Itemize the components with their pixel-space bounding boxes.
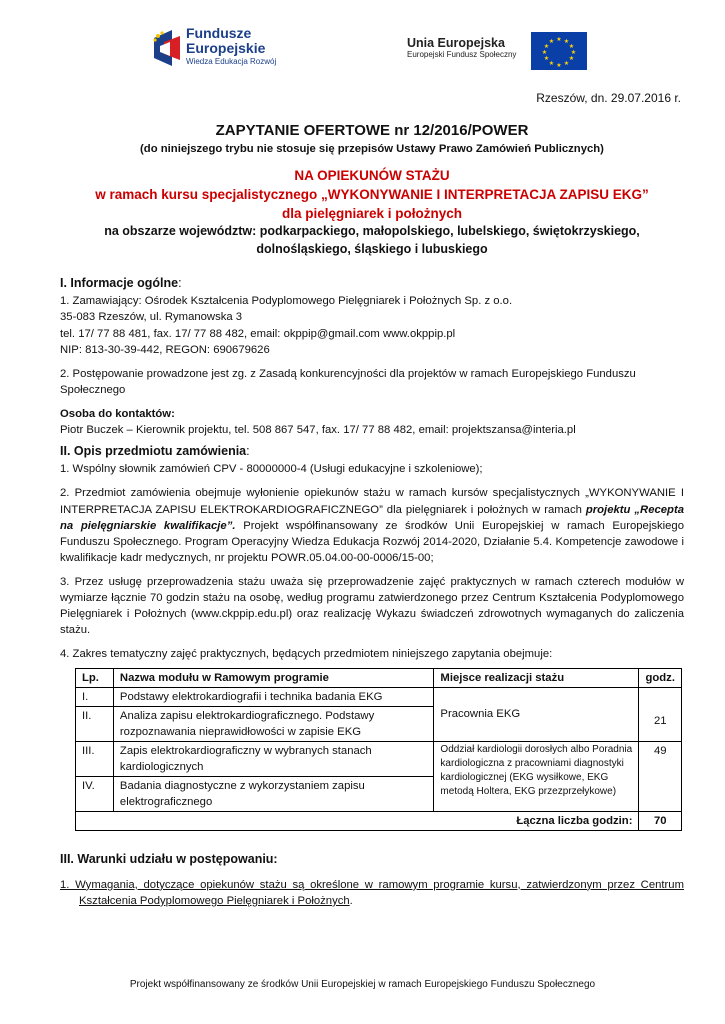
requirements-dot: . [349, 894, 353, 907]
document-title: ZAPYTANIE OFERTOWE nr 12/2016/POWER [215, 122, 529, 139]
svg-text:★: ★ [570, 49, 577, 56]
svg-text:★: ★ [568, 43, 575, 50]
total-label: Łączna liczba godzin: [76, 812, 639, 831]
page-footer: Projekt współfinansowany ze środków Unii Europejskiej w ramach Europejskiego Funduszu Społecznego [129, 979, 596, 990]
document-subtitle: (do niniejszego trybu nie stosuje się przepisów Ustawy Prawo Zamówień Publicznych) [140, 143, 604, 156]
row-lp: III. [76, 741, 114, 776]
page-header [0, 0, 725, 90]
ue-logo-text [407, 36, 516, 60]
document-body [60, 120, 684, 909]
row-module-name: Analiza zapisu elektrokardiograficznego. Podstawy rozpoznawania nieprawidłowości w zapisie EKG [113, 706, 434, 741]
subject-point [60, 485, 684, 565]
fe-logo-line1: Fundusze [186, 25, 252, 41]
section-2-heading [60, 443, 684, 461]
red-title-line-3: dla pielęgniarek i położnych [281, 205, 463, 221]
scope-point: 4. Zakres tematyczny zajęć praktycznych, będących przedmiotem niniejszego zapytania obejmuje: [60, 647, 553, 660]
subject-point-text-a: 2. Przedmiot zamówienia obejmuje wyłonienie opiekunów stażu w ramach kursów specjalistycznych „WYKONYWANIE I INTERPRETACJA ZAPISU ELEKTROKARDIOGRAFICZNEGO” dla pielęgniarek i położnych w ramach [60, 487, 684, 516]
section-1-heading-text: I. Informacje ogólne [60, 275, 179, 290]
section-3-heading: III. Warunki udziału w postępowaniu: [60, 852, 278, 867]
subject-point-text-c: Projekt współfinansowany ze środków Unii Europejskiej w ramach Europejskiego Funduszu Społecznego. Program Operacyjny Wiedza Edukacja Rozwój 2014-2020, Działanie 5.4. Kompetencje zawodowe i kwalifikacje kadr medycznych, nr projektu POWR.05.04.00-00-0006/15-00; [60, 519, 684, 564]
row-module-name: Podstawy elektrokardiografii i technika badania EKG [113, 687, 434, 706]
unia-europejska-logo [407, 32, 587, 72]
svg-text:★: ★ [563, 60, 570, 67]
table-total-row [76, 812, 682, 831]
eu-flag-icon [531, 32, 587, 70]
area-line-2: dolnośląskiego, śląskiego i lubuskiego [256, 241, 488, 256]
document-date: Rzeszów, dn. 29.07.2016 r. [536, 91, 681, 105]
row-lp: II. [76, 706, 114, 741]
svg-text:★: ★ [543, 43, 550, 50]
svg-text:★: ★ [548, 38, 555, 45]
contact-person: Piotr Buczek – Kierownik projektu, tel. 508 867 547, fax. 17/ 77 88 482, email: projektszansa@interia.pl [60, 423, 576, 436]
svg-text:★: ★ [541, 49, 548, 56]
hours-cell-2: 49 [639, 741, 682, 811]
svg-text:★: ★ [556, 36, 562, 43]
cpv-point: 1. Wspólny słownik zamówień CPV - 80000000-4 (Usługi edukacyjne i szkoleniowe); [60, 463, 483, 476]
total-hours: 70 [639, 812, 682, 831]
table-row [76, 687, 682, 706]
row-lp: I. [76, 687, 114, 706]
header-lp: Lp. [76, 668, 114, 687]
section-2-heading-colon: : [246, 443, 250, 458]
contact-heading: Osoba do kontaktów: [60, 407, 175, 420]
nip-regon-line: NIP: 813-30-39-442, REGON: 690679626 [60, 343, 270, 356]
table-row [76, 741, 682, 776]
header-place: Miejsce realizacji stażu [434, 668, 639, 687]
table-header-row [76, 668, 682, 687]
red-title-line-2: w ramach kursu specjalistycznego „WYKONYWANIE I INTERPRETACJA ZAPISU EKG” [95, 186, 649, 202]
header-hours: godz. [639, 668, 682, 687]
ue-logo-line2: Europejski Fundusz Społeczny [407, 50, 517, 60]
modules-table [75, 668, 682, 831]
requirements-point [60, 877, 684, 909]
svg-text:★: ★ [556, 62, 562, 69]
header-module-name: Nazwa modułu w Ramowym programie [113, 668, 434, 687]
project-name: projektu „Recepta na pielęgniarskie kwalifikacje”. [60, 503, 684, 532]
section-1-heading-colon: : [178, 275, 182, 290]
hours-cell-1: 21 [639, 687, 682, 741]
row-module-name: Zapis elektrokardiograficzny w wybranych stanach kardiologicznych [113, 741, 434, 776]
section-1-heading [60, 275, 684, 293]
red-title-line-1: NA OPIEKUNÓW STAŻU [294, 168, 450, 184]
svg-text:★: ★ [563, 38, 570, 45]
svg-text:★: ★ [548, 60, 555, 67]
section-2-heading-text: II. Opis przedmiotu zamówienia [60, 443, 247, 458]
place-cell-1: Pracownia EKG [434, 687, 639, 741]
area-line-1: na obszarze województw: podkarpackiego, małopolskiego, lubelskiego, świętokrzyskiego, [104, 224, 640, 239]
row-module-name: Badania diagnostyczne z wykorzystaniem zapisu elektrograficznego [113, 776, 434, 811]
ue-logo-line1: Unia Europejska [407, 36, 505, 50]
internship-point: 3. Przez usługę przeprowadzenia stażu uważa się przeprowadzenie zajęć praktycznych w ramach czterech modułów w wymiarze łącznie 70 godzin stażu na osobę, według programu zatwierdzonego przez Centrum Kształcenia Podyplomowego Pielęgniarek i Położnych (www.ckppip.edu.pl) oraz realizację Wykazu świadczeń zdrowotnych wymaganych do zaliczenia stażu. [60, 575, 684, 636]
place-cell-2: Oddział kardiologii dorosłych albo Poradnia kardiologiczna z pracowniami diagnostyki kardiologicznej (EKG wysiłkowe, EKG metodą Holtera, EKG przezprzełykowe) [434, 741, 639, 811]
fe-logo-line2: Europejskie [186, 39, 266, 56]
row-lp: IV. [76, 776, 114, 811]
address-line: 35-083 Rzeszów, ul. Rymanowska 3 [60, 311, 243, 324]
fe-logo-line3: Wiedza Edukacja Rozwój [186, 57, 277, 67]
fe-logo-text [186, 26, 276, 67]
orderer-line: 1. Zamawiający: Ośrodek Kształcenia Podyplomowego Pielęgniarek i Położnych Sp. z o.o. [60, 295, 513, 308]
contact-phone-line: tel. 17/ 77 88 481, fax. 17/ 77 88 482, email: okppip@gmail.com www.okppip.pl [60, 327, 456, 340]
requirements-text: 1. Wymagania, dotyczące opiekunów stażu są określone w ramowym programie kursu, zatwierdzonym przez Centrum Kształcenia Podyplomowego Pielęgniarek i Położnych [60, 878, 684, 907]
svg-text:★: ★ [543, 55, 550, 62]
procedure-point: 2. Postępowanie prowadzone jest zg. z Zasadą konkurencyjności dla projektów w ramach Europejskiego Funduszu Społecznego [60, 367, 636, 396]
fundusze-europejskie-logo [150, 24, 300, 76]
fe-logo-mark-icon [150, 28, 182, 68]
svg-text:★: ★ [568, 55, 575, 62]
